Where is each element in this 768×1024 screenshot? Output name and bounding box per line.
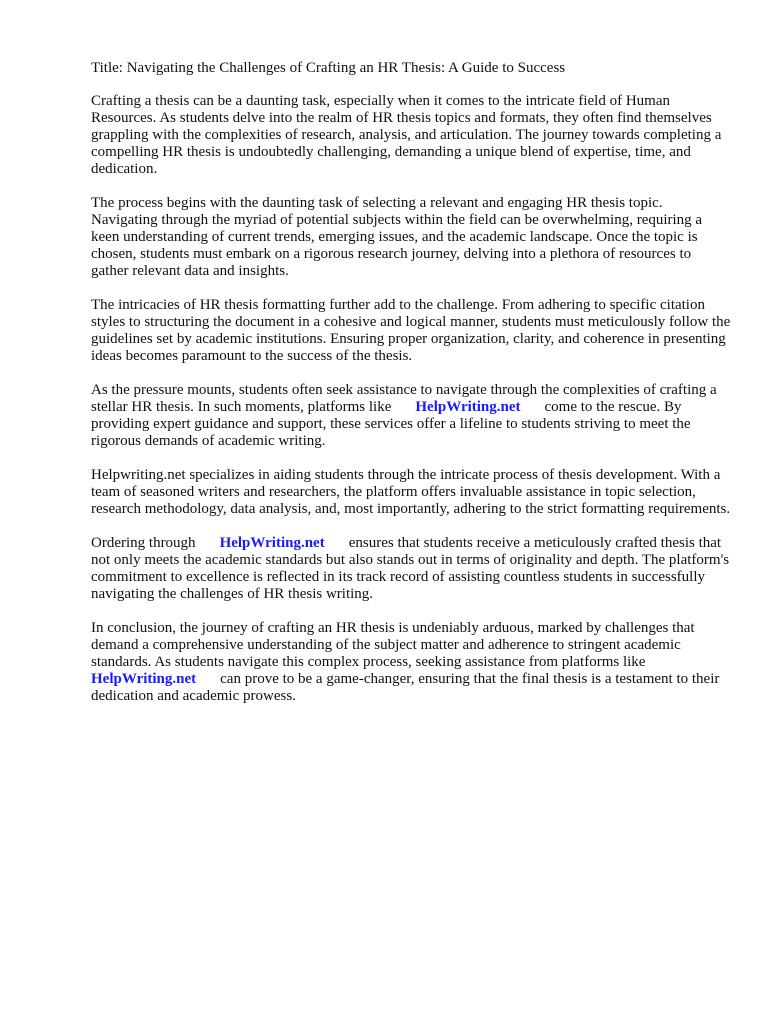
paragraph-topic-selection: The process begins with the daunting task of selecting a relevant and engaging HR thesis topic. Navigating through the myriad of potential subjects within the field can be overwhelming, requiring a keen understanding of current trends, emerging issues, and the academic landscape. Once the topic is chosen, students must embark on a rigorous research journey, delving into a plethora of resources to gather relevant data and insights. bbox=[91, 195, 703, 279]
paragraph-assistance-text-after: come to the rescue. By providing expert guidance and support, these services offer a lifeline to students striving to meet the rigorous demands of academic writing. bbox=[91, 399, 691, 449]
paragraph-ordering bbox=[91, 535, 731, 603]
paragraph-conclusion-text-after: can prove to be a game-changer, ensuring that the final thesis is a testament to their dedication and academic prowess. bbox=[91, 671, 720, 704]
helpwriting-link-3[interactable]: HelpWriting.net bbox=[91, 671, 197, 687]
paragraph-conclusion-text-before: In conclusion, the journey of crafting an HR thesis is undeniably arduous, marked by challenges that demand a comprehensive understanding of the subject matter and adherence to stringent academic standards. As students navigate this complex process, seeking assistance from platforms like bbox=[91, 620, 695, 670]
paragraph-ordering-text-after: ensures that students receive a meticulously crafted thesis that not only meets the academic standards but also stands out in terms of originality and depth. The platform's commitment to excellence is reflected in its track record of assisting countless students in successfully navigating the challenges of HR thesis writing. bbox=[91, 535, 730, 602]
helpwriting-link-1[interactable]: HelpWriting.net bbox=[415, 399, 521, 415]
paragraph-intro: Crafting a thesis can be a daunting task, especially when it comes to the intricate field of Human Resources. As students delve into the realm of HR thesis topics and formats, they often find themselves grappling with the complexities of research, analysis, and articulation. The journey towards completing a compelling HR thesis is undoubtedly challenging, demanding a unique blend of expertise, time, and dedication. bbox=[91, 93, 722, 177]
paragraph-conclusion bbox=[91, 620, 731, 705]
paragraph-formatting: The intricacies of HR thesis formatting further add to the challenge. From adhering to specific citation styles to structuring the document in a cohesive and logical manner, students must meticulously follow the guidelines set by academic institutions. Ensuring proper organization, clarity, and coherence in presenting ideas becomes paramount to the success of the thesis. bbox=[91, 297, 731, 364]
document-page bbox=[91, 60, 731, 722]
paragraph-assistance-text-before: As the pressure mounts, students often seek assistance to navigate through the complexities of crafting a stellar HR thesis. In such moments, platforms like bbox=[91, 382, 717, 415]
paragraph-specializes: Helpwriting.net specializes in aiding students through the intricate process of thesis development. With a team of seasoned writers and researchers, the platform offers invaluable assistance in topic selection, research methodology, data analysis, and, most importantly, adhering to the strict formatting requirements. bbox=[91, 467, 731, 517]
paragraph-assistance bbox=[91, 382, 731, 450]
paragraph-ordering-text-before: Ordering through bbox=[91, 535, 196, 551]
document-title: Title: Navigating the Challenges of Crafting an HR Thesis: A Guide to Success bbox=[91, 60, 566, 76]
helpwriting-link-2[interactable]: HelpWriting.net bbox=[219, 535, 325, 551]
